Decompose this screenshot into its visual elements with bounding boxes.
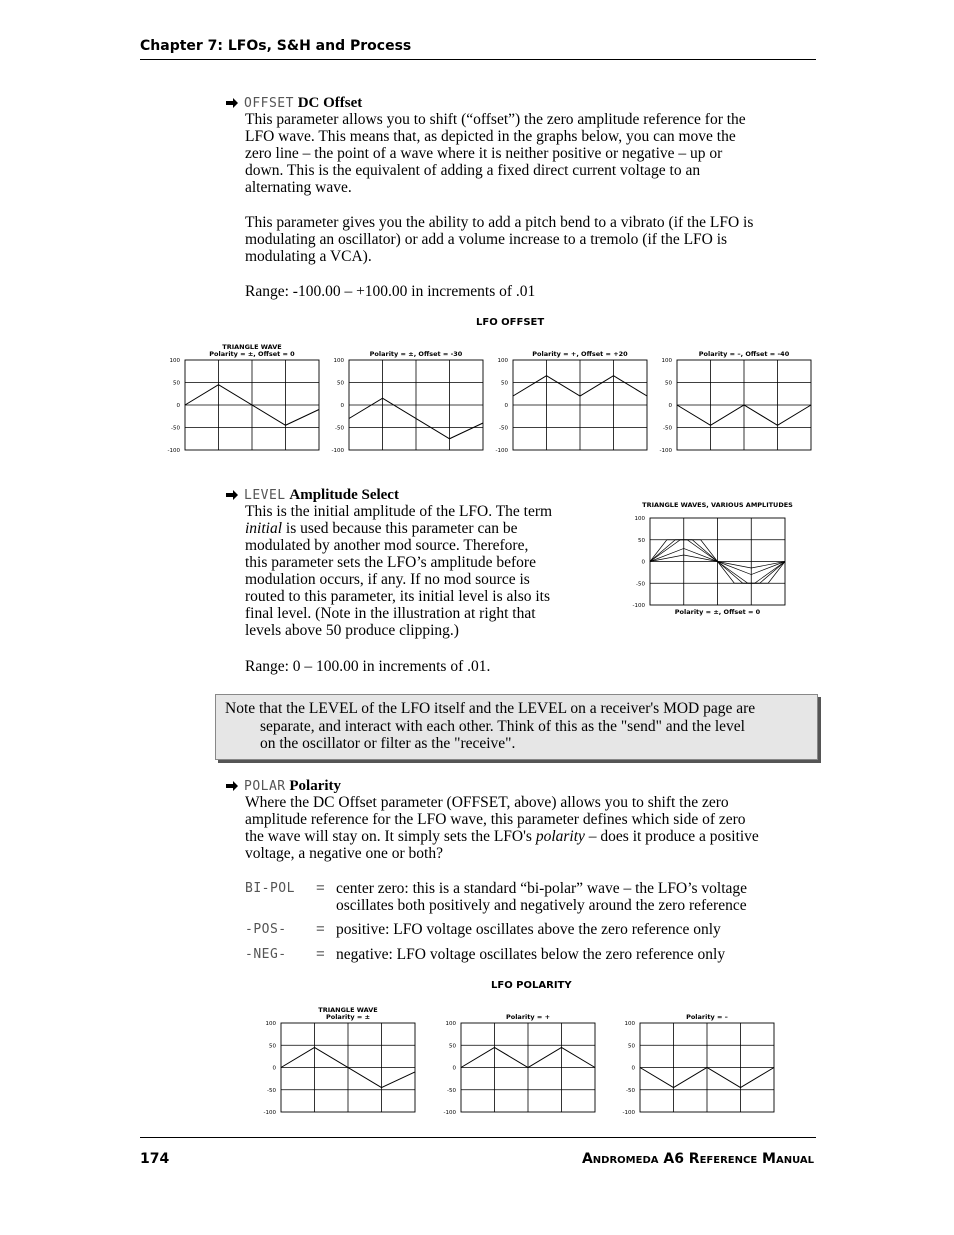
text-line: modulated by another mod source. Therefore, [245, 537, 529, 554]
text-line: levels above 50 produce clipping.) [245, 622, 459, 639]
y-tick-label: -100 [443, 1110, 456, 1116]
y-tick-label: -100 [331, 448, 344, 454]
chart-subtitle: Polarity = ±, Offset = 0 [209, 350, 295, 358]
level-range: Range: 0 – 100.00 in increments of .01. [245, 658, 491, 675]
chart-subtitle: Polarity = ± [325, 1013, 371, 1021]
y-tick-label: 100 [445, 1021, 456, 1027]
y-tick-label: 100 [634, 516, 645, 522]
text-line: modulation occurs, if any. If no mod source is [245, 571, 530, 588]
text-line: positive: LFO voltage oscillates above the zero reference only [336, 921, 721, 938]
header-rule [140, 59, 816, 60]
text-line: alternating wave. [245, 179, 352, 196]
polar-para [245, 794, 810, 862]
y-tick-label: -50 [447, 1087, 456, 1094]
text-line [245, 828, 810, 845]
chart-subtitle: Polarity = ±, Offset = -30 [369, 350, 463, 358]
option-eq: = [316, 921, 325, 938]
y-tick-label: -100 [659, 448, 672, 454]
offset-chart-1 [163, 338, 323, 456]
manual-title: Andromeda A6 Reference Manual [581, 1151, 814, 1167]
y-tick-label: 50 [269, 1043, 276, 1050]
y-tick-label: 100 [169, 358, 180, 364]
y-tick-label: 50 [628, 1043, 635, 1050]
option-eq: = [316, 880, 325, 897]
text-line: this parameter sets the LFO’s amplitude before [245, 554, 536, 571]
y-tick-label: -100 [495, 448, 508, 454]
note-line: on the oscillator or filter as the "receive". [260, 735, 516, 752]
y-tick-label: 50 [501, 380, 508, 387]
y-tick-label: -50 [663, 425, 672, 432]
y-tick-label: -50 [636, 581, 645, 588]
y-tick-label: -100 [167, 448, 180, 454]
level-title-text: Amplitude Select [289, 487, 399, 503]
y-tick-label: -50 [171, 425, 180, 432]
text-line: zero line – the point of a wave where it is neither positive or negative – up or [245, 145, 723, 162]
text-line: LFO wave. This means that, as depicted in the graphs below, you can move the [245, 128, 736, 145]
offset-chart-3 [491, 338, 651, 456]
y-tick-label: 0 [272, 1065, 276, 1072]
emphasis-initial: initial [245, 520, 283, 537]
y-tick-label: 50 [638, 537, 645, 544]
y-tick-label: 100 [333, 358, 344, 364]
y-tick-label: 100 [265, 1021, 276, 1027]
y-tick-label: -100 [632, 603, 645, 609]
y-tick-label: 0 [668, 403, 672, 409]
text-line: Where the DC Offset parameter (OFFSET, above) allows you to shift the zero [245, 794, 729, 811]
note-text [225, 700, 810, 753]
level-para [245, 503, 590, 639]
offset-title-text: DC Offset [297, 95, 363, 111]
polar-code: POLAR [244, 779, 286, 794]
pointing-hand-icon [226, 98, 238, 108]
option-desc [336, 880, 806, 914]
y-tick-label: 50 [173, 380, 180, 387]
option-key: -POS- [245, 922, 287, 937]
text-fragment: – does it produce a positive [588, 828, 759, 845]
amplitudes-chart [625, 500, 795, 620]
option-desc [336, 921, 806, 938]
y-tick-label: 50 [665, 380, 672, 387]
offset-range: Range: -100.00 – +100.00 in increments of .01 [245, 283, 536, 300]
footer-rule [140, 1137, 816, 1138]
text-fragment: is used because this parameter can be [285, 520, 518, 537]
page-number: 174 [140, 1151, 170, 1167]
note-box [215, 694, 818, 760]
polarity-chart-1 [258, 1000, 423, 1120]
option-eq: = [316, 946, 325, 963]
emphasis-polarity: polarity [535, 828, 585, 845]
text-line [245, 520, 590, 537]
y-tick-label: 50 [449, 1043, 456, 1050]
y-tick-label: -50 [267, 1087, 276, 1094]
text-line: This is the initial amplitude of the LFO. The term [245, 503, 553, 520]
y-tick-label: 100 [497, 358, 508, 364]
chart-title: TRIANGLE WAVES, VARIOUS AMPLITUDES [642, 501, 793, 509]
y-tick-label: 100 [661, 358, 672, 364]
text-line: This parameter gives you the ability to add a pitch bend to a vibrato (if the LFO is [245, 214, 754, 231]
level-title [244, 487, 399, 504]
text-line: modulating an oscillator) or add a volume increase to a tremolo (if the LFO is [245, 231, 728, 248]
text-line: This parameter allows you to shift (“offset”) the zero amplitude reference for the [245, 111, 746, 128]
lfo-offset-figure-title: LFO OFFSET [476, 317, 545, 328]
y-tick-label: -100 [622, 1110, 635, 1116]
chart-subtitle: Polarity = –, Offset = -40 [698, 350, 790, 358]
pointing-hand-icon [226, 490, 238, 500]
note-line: Note that the LEVEL of the LFO itself and the LEVEL on a receiver's MOD page are [225, 700, 756, 717]
offset-code: OFFSET [244, 96, 294, 111]
option-key: -NEG- [245, 947, 287, 962]
y-tick-label: 0 [176, 403, 180, 409]
text-fragment: the wave will stay on. It simply sets the LFO's [245, 828, 532, 845]
offset-title [244, 95, 362, 112]
chart-title: TRIANGLE WAVE [318, 1006, 378, 1014]
y-tick-label: 0 [452, 1065, 456, 1072]
offset-chart-4 [655, 338, 815, 456]
y-tick-label: 0 [504, 403, 508, 409]
option-key: BI-POL [245, 881, 295, 896]
y-tick-label: -50 [335, 425, 344, 432]
level-code: LEVEL [244, 488, 286, 503]
text-line: center zero: this is a standard “bi-polar” wave – the LFO’s voltage [336, 880, 748, 897]
polar-title-text: Polarity [289, 778, 342, 794]
y-tick-label: -50 [499, 425, 508, 432]
text-line: oscillates both positively and negatively around the zero reference [336, 897, 747, 914]
y-tick-label: 0 [631, 1065, 635, 1072]
text-line: negative: LFO voltage oscillates below the zero reference only [336, 946, 726, 963]
polarity-chart-3 [617, 1000, 782, 1120]
note-line: separate, and interact with each other. Think of this as the "send" and the level [260, 717, 745, 735]
offset-para2 [245, 214, 805, 265]
text-line: routed to this parameter, its initial level is also its [245, 588, 551, 605]
y-tick-label: 50 [337, 380, 344, 387]
option-desc [336, 946, 806, 963]
chapter-header: Chapter 7: LFOs, S&H and Process [140, 38, 412, 54]
lfo-polarity-figure-title: LFO POLARITY [491, 980, 572, 991]
pointing-hand-icon [226, 781, 238, 791]
text-line: modulating a VCA). [245, 248, 372, 265]
polar-title [244, 778, 341, 795]
text-line: down. This is the equivalent of adding a fixed direct current voltage to an [245, 162, 701, 179]
chart-subtitle: Polarity = – [686, 1013, 728, 1021]
text-line: final level. (Note in the illustration at right that [245, 605, 536, 622]
chart-subtitle: Polarity = ±, Offset = 0 [674, 608, 761, 616]
chart-subtitle: Polarity = + [505, 1013, 551, 1021]
y-tick-label: 100 [624, 1021, 635, 1027]
chart-title: TRIANGLE WAVE [222, 343, 282, 351]
text-line: amplitude reference for the LFO wave, this parameter defines which side of zero [245, 811, 746, 828]
offset-chart-2 [327, 338, 487, 456]
offset-para1 [245, 111, 805, 196]
y-tick-label: 0 [340, 403, 344, 409]
y-tick-label: -100 [263, 1110, 276, 1116]
polarity-chart-2 [438, 1000, 603, 1120]
y-tick-label: -50 [626, 1087, 635, 1094]
y-tick-label: 0 [641, 559, 645, 566]
chart-subtitle: Polarity = +, Offset = +20 [532, 350, 628, 358]
text-line: voltage, a negative one or both? [245, 845, 443, 862]
